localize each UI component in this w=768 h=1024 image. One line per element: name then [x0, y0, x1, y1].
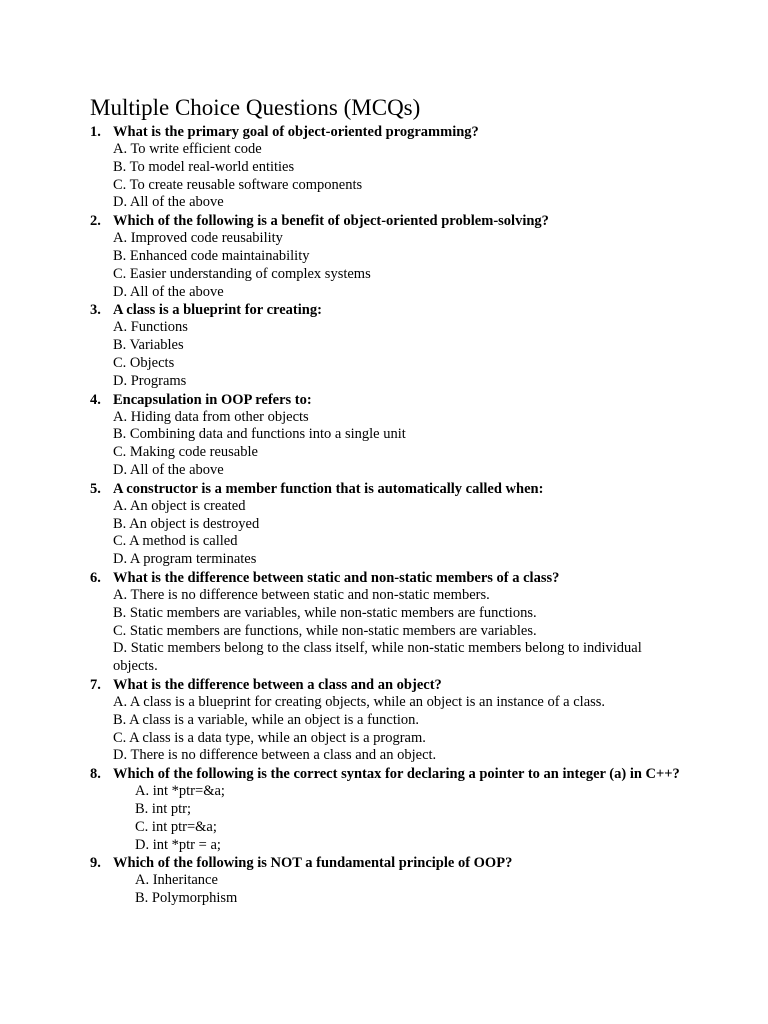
- option-list: [113, 409, 680, 480]
- option-b: B. An object is destroyed: [113, 515, 260, 532]
- question-text: Which of the following is NOT a fundamental principle of OOP?: [113, 855, 513, 872]
- question-9: [90, 854, 680, 908]
- option-d: D. Static members belong to the class itself, while non-static members belong to individual objects.: [113, 640, 642, 675]
- option-list: [113, 587, 680, 676]
- option-c: C. A class is a data type, while an object is a program.: [113, 729, 426, 746]
- question-text: A class is a blueprint for creating:: [113, 302, 322, 319]
- question-7: [90, 676, 680, 765]
- option-a: A. A class is a blueprint for creating objects, while an object is an instance of a class.: [113, 693, 606, 710]
- option-b: B. A class is a variable, while an object is a function.: [113, 711, 420, 728]
- option-c: C. Making code reusable: [113, 444, 258, 461]
- option-d: D. Programs: [113, 372, 187, 389]
- option-b: B. To model real-world entities: [113, 158, 295, 175]
- option-b: B. Combining data and functions into a single unit: [113, 426, 406, 443]
- question-8: [90, 765, 680, 854]
- option-a: A. There is no difference between static and non-static members.: [113, 586, 490, 603]
- question-5: [90, 480, 680, 569]
- option-a: A. Functions: [113, 319, 188, 336]
- option-d: D. All of the above: [113, 461, 224, 478]
- question-number: 5.: [90, 480, 101, 497]
- question-6: [90, 569, 680, 676]
- document-title: Multiple Choice Questions (MCQs): [90, 95, 421, 120]
- question-text: Encapsulation in OOP refers to:: [113, 391, 312, 408]
- option-a: A. Improved code reusability: [113, 230, 283, 247]
- question-2: [90, 212, 680, 301]
- option-c: C. To create reusable software components: [113, 176, 363, 193]
- question-number: 9.: [90, 855, 101, 872]
- option-b: B. Enhanced code maintainability: [113, 247, 310, 264]
- option-c: C. Objects: [113, 354, 175, 371]
- option-c: C. A method is called: [113, 533, 238, 550]
- option-list: [113, 141, 680, 212]
- option-d: D. All of the above: [113, 283, 224, 300]
- question-1: [90, 123, 680, 212]
- question-number: 1.: [90, 124, 101, 140]
- question-text: What is the difference between a class and an object?: [113, 676, 442, 693]
- option-b: B. int ptr;: [135, 800, 191, 817]
- question-number: 7.: [90, 676, 101, 693]
- question-4: [90, 391, 680, 480]
- option-list: [113, 783, 680, 854]
- option-a: A. An object is created: [113, 497, 246, 514]
- option-a: A. To write efficient code: [113, 141, 262, 157]
- option-a: A. int *ptr=&a;: [135, 783, 225, 800]
- question-3: [90, 301, 680, 390]
- option-list: [113, 694, 680, 765]
- document-page: [90, 94, 680, 908]
- option-list: [113, 872, 680, 908]
- question-text: Which of the following is the correct syntax for declaring a pointer to an integer (a) in C++?: [113, 766, 680, 783]
- option-b: B. Static members are variables, while non-static members are functions.: [113, 604, 537, 621]
- option-d: D. There is no difference between a class and an object.: [113, 747, 437, 764]
- question-text: What is the primary goal of object-oriented programming?: [113, 124, 479, 140]
- question-text: A constructor is a member function that is automatically called when:: [113, 480, 544, 497]
- question-text: Which of the following is a benefit of object-oriented problem-solving?: [113, 213, 549, 230]
- option-list: [113, 319, 680, 390]
- option-a: A. Inheritance: [135, 872, 218, 889]
- option-b: B. Polymorphism: [135, 890, 238, 907]
- option-d: D. All of the above: [113, 194, 224, 211]
- option-c: C. Easier understanding of complex systems: [113, 265, 371, 282]
- question-number: 8.: [90, 766, 101, 783]
- option-a: A. Hiding data from other objects: [113, 408, 309, 425]
- option-list: [113, 230, 680, 301]
- option-d: D. int *ptr = a;: [135, 836, 221, 853]
- option-c: C. int ptr=&a;: [135, 818, 217, 835]
- question-number: 6.: [90, 569, 101, 586]
- option-list: [113, 498, 680, 569]
- question-number: 4.: [90, 391, 101, 408]
- option-b: B. Variables: [113, 337, 184, 354]
- option-d: D. A program terminates: [113, 551, 257, 568]
- question-text: What is the difference between static and non-static members of a class?: [113, 569, 560, 586]
- question-number: 2.: [90, 213, 101, 230]
- question-number: 3.: [90, 302, 101, 319]
- option-c: C. Static members are functions, while non-static members are variables.: [113, 622, 537, 639]
